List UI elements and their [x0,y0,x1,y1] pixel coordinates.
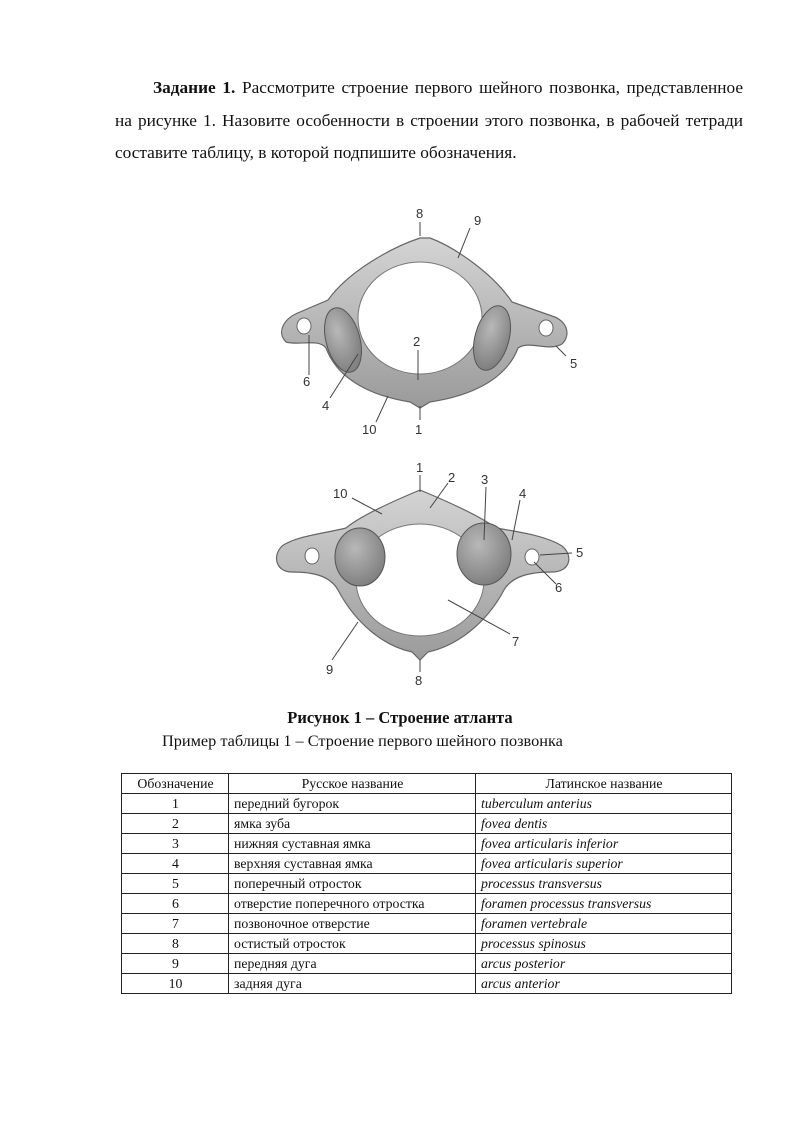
cell-number: 8 [122,934,229,954]
cell-number: 1 [122,794,229,814]
cell-number: 5 [122,874,229,894]
bottom-label-1: 1 [416,460,424,475]
top-label-2: 2 [413,334,421,349]
cell-latin: arcus posterior [476,954,732,974]
top-label-5: 5 [570,356,578,371]
table-row [122,914,732,934]
cell-number: 10 [122,974,229,994]
bottom-label-4: 4 [519,486,527,501]
task-text: Рассмотрите строение первого шейного позвонка, представленное на рисунке 1. Назовите особенности в строении этого позвонка, в рабочей тетради составите таблицу, в которой подпишите обозначения. [115,78,744,162]
transverse-foramen-left [297,318,311,334]
cell-number: 9 [122,954,229,974]
cell-russian: нижняя суставная ямка [229,834,476,854]
cell-russian: ямка зуба [229,814,476,834]
top-label-6: 6 [303,374,311,389]
top-label-9: 9 [474,213,482,228]
top-label-1: 1 [415,422,423,437]
top-label-10: 10 [362,422,377,437]
bottom-label-2: 2 [448,470,456,485]
cell-russian: позвоночное отверстие [229,914,476,934]
atlas-superior-view [282,206,578,437]
transverse-foramen-right [539,320,553,336]
table-row [122,814,732,834]
cell-latin: arcus anterior [476,974,732,994]
table-row [122,794,732,814]
atlas-inferior-view [277,460,584,688]
cell-number: 7 [122,914,229,934]
col-header-designation: Обозначение [122,774,229,794]
cell-number: 2 [122,814,229,834]
table-row [122,934,732,954]
cell-latin: fovea articularis inferior [476,834,732,854]
bottom-label-9: 9 [326,662,334,677]
cell-russian: отверстие поперечного отростка [229,894,476,914]
cell-latin: foramen processus transversus [476,894,732,914]
table-title: Пример таблицы 1 – Строение первого шейного позвонка [162,731,563,750]
table-row [122,974,732,994]
cell-number: 4 [122,854,229,874]
table-row [122,894,732,914]
cell-russian: передний бугорок [229,794,476,814]
cell-russian: задняя дуга [229,974,476,994]
cell-latin: fovea dentis [476,814,732,834]
cell-latin: tuberculum anterius [476,794,732,814]
transverse-foramen-right-bottom [525,549,539,565]
inferior-facet-left [335,528,385,586]
cell-latin: processus transversus [476,874,732,894]
table-row [122,834,732,854]
top-label-8: 8 [416,206,424,221]
cell-latin: fovea articularis superior [476,854,732,874]
cell-number: 3 [122,834,229,854]
top-label-4: 4 [322,398,330,413]
table-row [122,954,732,974]
cell-russian: передняя дуга [229,954,476,974]
legend-table [121,773,732,994]
vertebral-foramen-top [358,262,482,374]
table-row [122,854,732,874]
transverse-foramen-left-bottom [305,548,319,564]
bottom-label-3: 3 [481,472,489,487]
col-header-russian: Русское название [229,774,476,794]
bottom-label-5: 5 [576,545,584,560]
cell-latin: processus spinosus [476,934,732,954]
figure-caption: Рисунок 1 – Строение атланта [287,708,513,727]
table-row [122,874,732,894]
bottom-label-8: 8 [415,673,423,688]
cell-russian: остистый отросток [229,934,476,954]
bottom-label-7: 7 [512,634,520,649]
bottom-label-10: 10 [333,486,348,501]
col-header-latin: Латинское название [476,774,732,794]
task-heading: Задание 1. [153,78,236,97]
cell-russian: верхняя суставная ямка [229,854,476,874]
cell-russian: поперечный отросток [229,874,476,894]
table-header-row [122,774,732,794]
bottom-label-6: 6 [555,580,563,595]
cell-latin: foramen vertebrale [476,914,732,934]
cell-number: 6 [122,894,229,914]
